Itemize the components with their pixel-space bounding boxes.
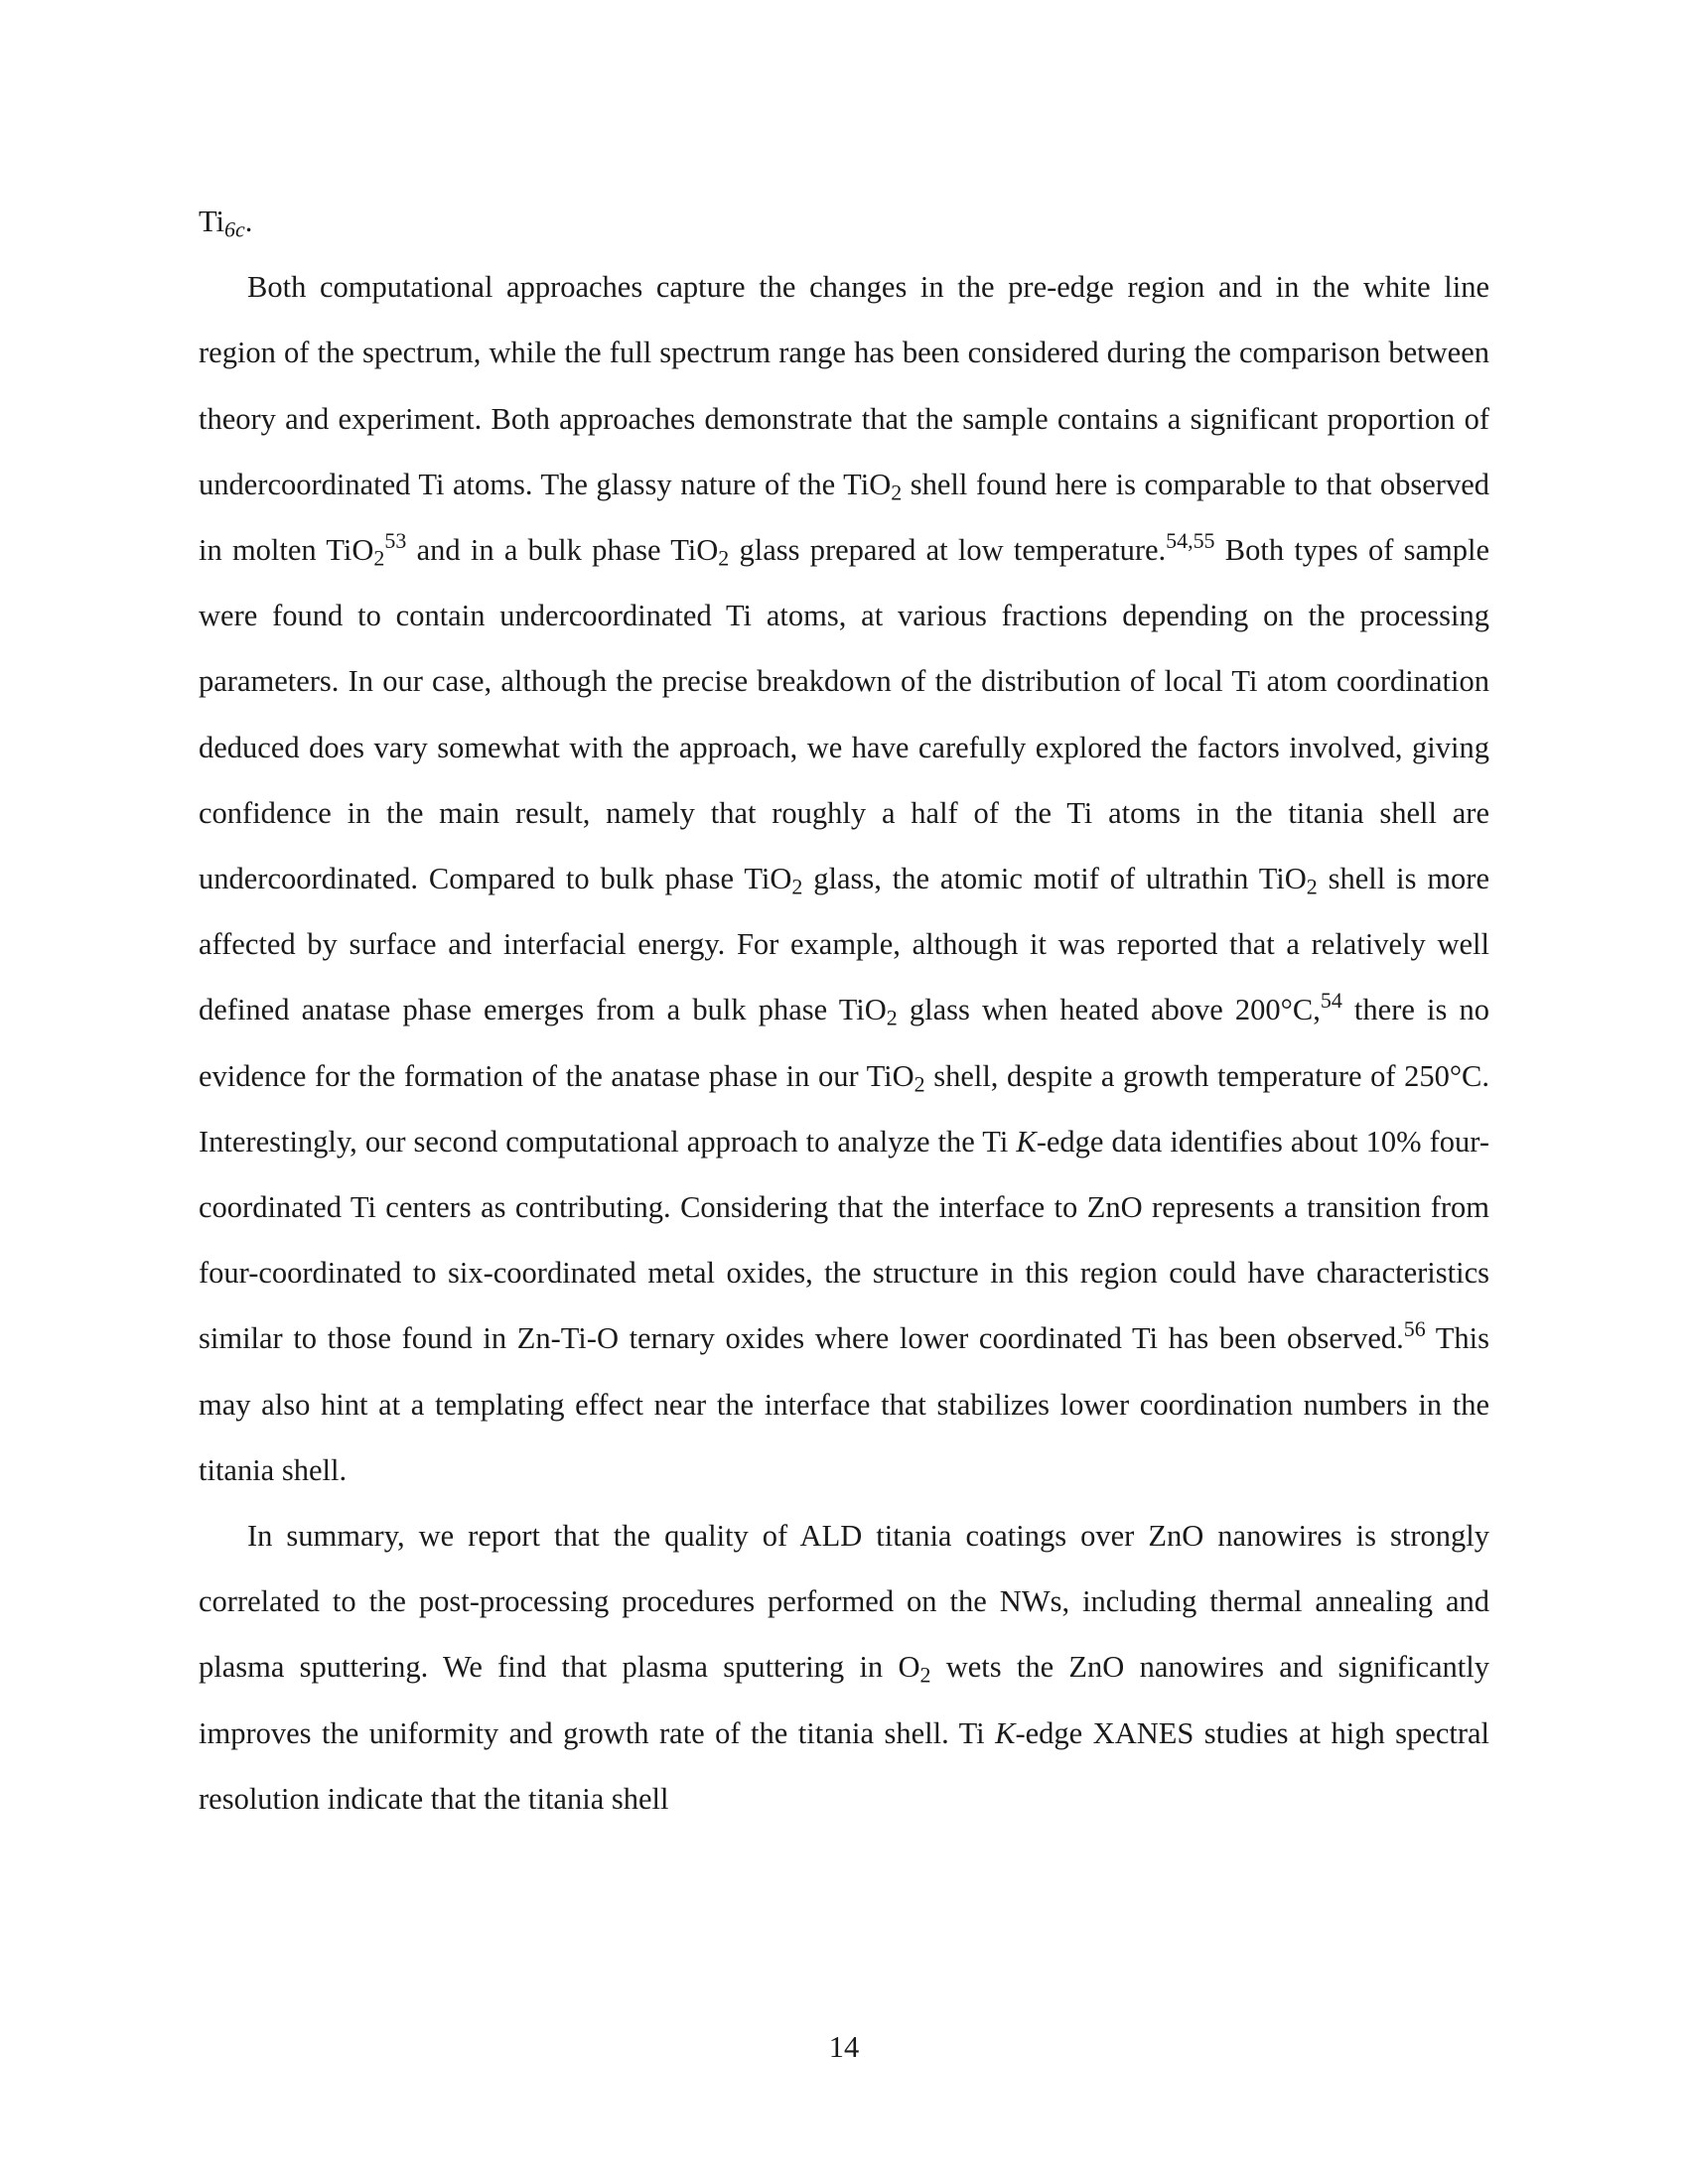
page-number: 14 <box>828 2030 860 2064</box>
p1-sub-6: 2 <box>886 1005 898 1030</box>
p1-sub-2: 2 <box>373 545 385 571</box>
p1-text-10: shell, despite a growth temperature of 250°C. Interestingly, our second computational approach to analyze the Ti <box>199 1058 1489 1159</box>
p2-k-italic: K <box>995 1715 1016 1750</box>
p1-text-1: Both computational approaches capture the changes in the pre-edge region and in the white line region of the spectrum, while the full spectrum range has been considered during the comparison between theory and experiment. Both approaches demonstrate that the sample contains a significant proportion of undercoordinated Ti atoms. The glassy nature of the TiO <box>199 270 1489 501</box>
paragraph-discussion <box>199 254 1489 1503</box>
continuation-line <box>199 189 1489 254</box>
p1-text-7: shell is more affected by surface and interfacial energy. For example, although it was reported that a relatively well defined anatase phase emerges from a bulk phase TiO <box>199 862 1490 1027</box>
p1-text-4: glass prepared at low temperature. <box>729 533 1167 568</box>
p1-text-3: and in a bulk phase TiO <box>406 533 719 568</box>
p2-text-3: -edge XANES studies at high spectral resolution indicate that the titania shell <box>199 1715 1490 1816</box>
citation-53: 53 <box>384 527 407 553</box>
p2-text-2: wets the ZnO nanowires and significantly improves the uniformity and growth rate of the titania shell. Ti <box>199 1650 1489 1750</box>
p1-sub-1: 2 <box>891 479 903 505</box>
paragraph-summary <box>199 1503 1489 1832</box>
p1-text-5: Both types of sample were found to contain undercoordinated Ti atoms, at various fractions depending on the processing parameters. In our case, although the precise breakdown of the distribution of local Ti atom coordination deduced does vary somewhat with the approach, we have carefully explored the factors involved, giving confidence in the main result, namely that roughly a half of the Ti atoms in the titania shell are undercoordinated. Compared to bulk phase TiO <box>199 533 1489 896</box>
p1-sub-3: 2 <box>718 545 730 571</box>
p1-text-12: This may also hint at a templating effect near the interface that stabilizes lower coordination numbers in the titania shell. <box>199 1321 1489 1487</box>
p1-sub-4: 2 <box>791 874 803 899</box>
p1-sub-7: 2 <box>914 1071 925 1097</box>
p1-text-11: -edge data identifies about 10% four-coordinated Ti centers as contributing. Considering that the interface to ZnO represents a transition from four-coordinated to six-coordinated metal oxides, the structure in this region could have characteristics similar to those found in Zn-Ti-O ternary oxides where lower coordinated Ti has been observed. <box>199 1124 1489 1356</box>
lead-end: . <box>244 205 253 238</box>
p2-text-1: In summary, we report that the quality of ALD titania coatings over ZnO nanowires is strongly correlated to the post-processing procedures performed on the NWs, including thermal annealing and plasma sputtering. We find that plasma sputtering in O <box>199 1519 1489 1685</box>
body-text <box>199 189 1489 1832</box>
p2-sub-1: 2 <box>919 1662 931 1688</box>
p1-sub-5: 2 <box>1306 874 1318 899</box>
p1-text-8: glass when heated above 200°C, <box>897 993 1321 1027</box>
lead-text: Ti <box>199 205 225 238</box>
p1-text-9: there is no evidence for the formation of the anatase phase in our TiO <box>199 993 1489 1093</box>
lead-subscript: 6c <box>224 216 245 242</box>
citation-54: 54 <box>1320 988 1342 1014</box>
citation-56: 56 <box>1403 1316 1426 1342</box>
citation-54-55: 54,55 <box>1166 527 1215 553</box>
p1-k-italic: K <box>1016 1124 1037 1159</box>
p1-text-2: shell found here is comparable to that observed in molten TiO <box>199 467 1490 568</box>
p1-text-6: glass, the atomic motif of ultrathin TiO <box>802 862 1307 896</box>
